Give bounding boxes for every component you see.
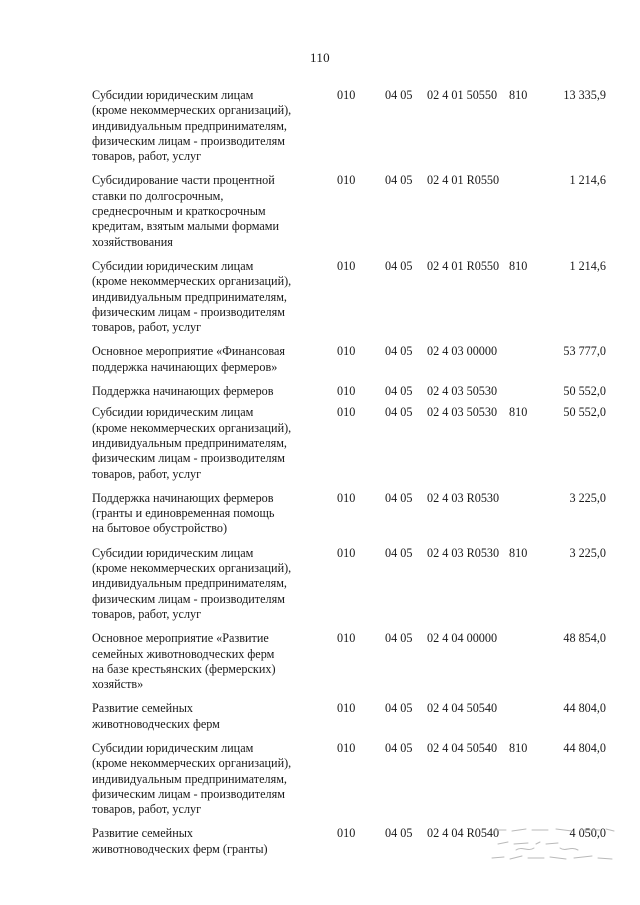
row-name: Субсидии юридическим лицам (кроме некоммерческих организаций), индивидуальным предпринимателям, физическим лицам - производителям товаров, работ, услуг [92,405,292,481]
target-code: 02 4 04 00000 [427,631,498,646]
admin-code: 010 [337,701,356,716]
admin-code: 010 [337,88,356,102]
expense-type-code: 810 [509,545,528,560]
table-row [92,631,612,692]
section-code: 04 05 [385,740,413,755]
admin-code: 010 [337,405,356,420]
table-row [92,384,612,399]
row-name: Поддержка начинающих фермеров [92,384,274,399]
faint-stamp-mark [488,822,618,872]
target-code: 02 4 01 R0550 [427,173,500,188]
section-code: 04 05 [385,701,413,716]
target-code: 02 4 04 50540 [427,740,498,755]
section-code: 04 05 [385,173,413,188]
table-row [92,546,612,622]
table-row [92,701,612,732]
table-row [92,491,612,537]
target-code: 02 4 04 50540 [427,701,498,716]
admin-code: 010 [337,384,356,399]
target-code: 02 4 03 00000 [427,344,498,359]
table-row [92,88,612,164]
amount: 13 335,9 [563,88,606,102]
expense-type-code: 810 [509,405,528,420]
row-name: Основное мероприятие «Развитие семейных животноводческих ферм на базе крестьянских (фермерских) хозяйств» [92,631,276,692]
table-row [92,259,612,335]
budget-table [92,88,612,866]
expense-type-code: 810 [509,88,528,102]
section-code: 04 05 [385,258,413,273]
amount: 44 804,0 [563,701,606,716]
table-row [92,173,612,249]
table-row [92,741,612,817]
target-code: 02 4 03 R0530 [427,545,500,560]
page-number: 110 [310,50,330,65]
expense-type-code: 810 [509,258,528,273]
target-code: 02 4 01 50550 [427,88,498,102]
row-name: Субсидии юридическим лицам (кроме некоммерческих организаций), индивидуальным предпринимателям, физическим лицам - производителям товаров, работ, услуг [92,740,292,817]
section-code: 04 05 [385,631,413,646]
amount: 1 214,6 [569,258,606,273]
row-name: Поддержка начинающих фермеров (гранты и единовременная помощь на бытовое обустройство) [92,490,275,536]
table-row [92,344,612,375]
row-name: Субсидии юридическим лицам (кроме некоммерческих организаций), индивидуальным предпринимателям, физическим лицам - производителям товаров, работ, услуг [92,258,292,335]
row-name: Развитие семейных животноводческих ферм [92,701,220,731]
row-name: Субсидирование части процентной ставки по долгосрочным, среднесрочным и краткосрочным кредитам, взятым малыми формами хозяйствования [92,173,279,249]
amount: 1 214,6 [569,173,606,188]
target-code: 02 4 03 50530 [427,405,498,420]
target-code: 02 4 04 R0540 [427,826,500,841]
table-row [92,405,612,481]
admin-code: 010 [337,826,356,841]
section-code: 04 05 [385,826,413,841]
expense-type-code: 810 [509,740,528,755]
section-code: 04 05 [385,384,413,399]
target-code: 02 4 03 R0530 [427,490,500,505]
admin-code: 010 [337,173,356,188]
row-name: Основное мероприятие «Финансовая поддержка начинающих фермеров» [92,344,285,374]
amount: 44 804,0 [563,740,606,755]
amount: 50 552,0 [563,405,606,420]
amount: 4 050,0 [569,826,606,841]
target-code: 02 4 03 50530 [427,384,498,399]
row-name: Развитие семейных животноводческих ферм (гранты) [92,826,268,856]
amount: 3 225,0 [569,545,606,560]
admin-code: 010 [337,258,356,273]
amount: 48 854,0 [563,631,606,646]
section-code: 04 05 [385,88,413,102]
section-code: 04 05 [385,344,413,359]
row-name: Субсидии юридическим лицам (кроме некоммерческих организаций), индивидуальным предпринимателям, физическим лицам - производителям товаров, работ, услуг [92,88,292,164]
amount: 53 777,0 [563,344,606,359]
admin-code: 010 [337,344,356,359]
row-name: Субсидии юридическим лицам (кроме некоммерческих организаций), индивидуальным предпринимателям, физическим лицам - производителям товаров, работ, услуг [92,545,292,621]
target-code: 02 4 01 R0550 [427,258,500,273]
amount: 50 552,0 [563,384,606,399]
admin-code: 010 [337,545,356,560]
section-code: 04 05 [385,405,413,420]
admin-code: 010 [337,631,356,646]
section-code: 04 05 [385,545,413,560]
admin-code: 010 [337,490,356,505]
amount: 3 225,0 [569,490,606,505]
admin-code: 010 [337,740,356,755]
section-code: 04 05 [385,490,413,505]
